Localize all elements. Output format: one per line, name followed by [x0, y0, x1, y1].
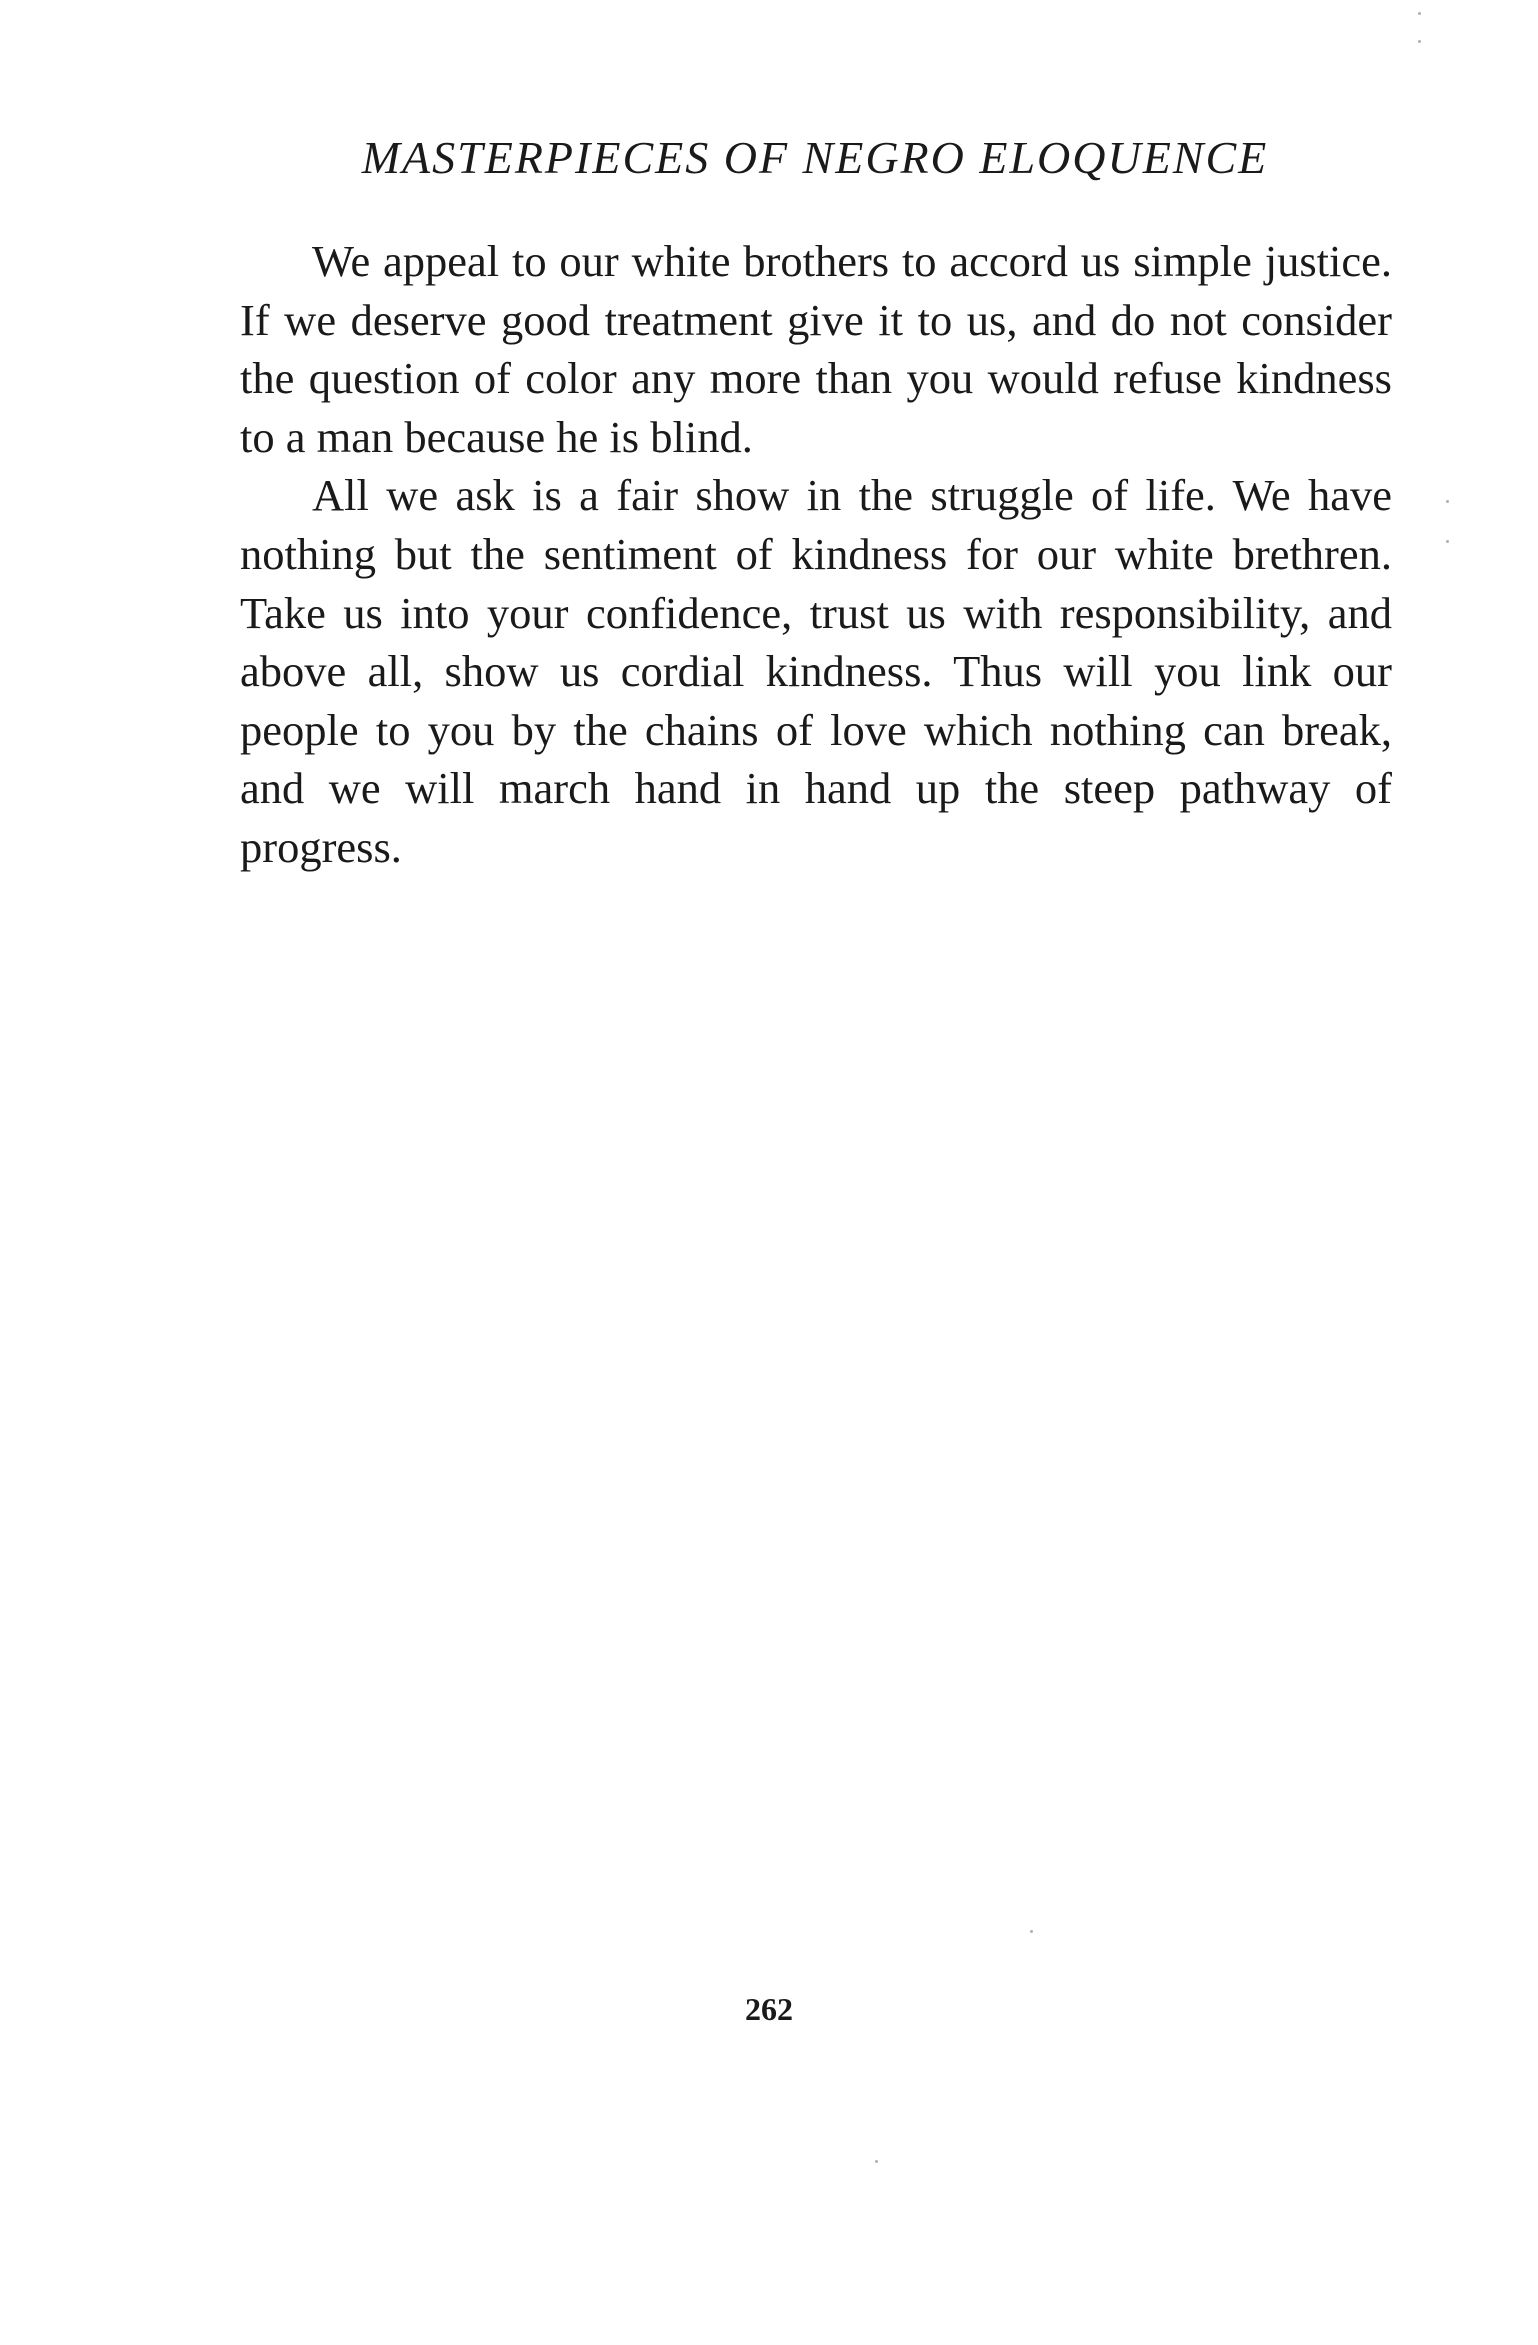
page-number: 262: [745, 1991, 793, 2027]
paragraph-2: All we ask is a fair show in the struggle of life. We have nothing but the sentiment of kindness for our white brethren. Take us into your confidence, trust us with responsibility, and above all, show us cordial kindness. Thus will you link our people to you by the chains of love which nothing can break, and we will march hand in hand up the steep pathway of progress.: [240, 470, 1392, 872]
body-text: [240, 232, 1392, 877]
paragraph-1: We appeal to our white brothers to accord us simple justice. If we deserve good treatment give it to us, and do not consider the question of color any more than you would refuse kindness to a man because he is blind.: [240, 236, 1392, 462]
running-head: MASTERPIECES OF NEGRO ELOQUENCE: [361, 132, 1269, 183]
